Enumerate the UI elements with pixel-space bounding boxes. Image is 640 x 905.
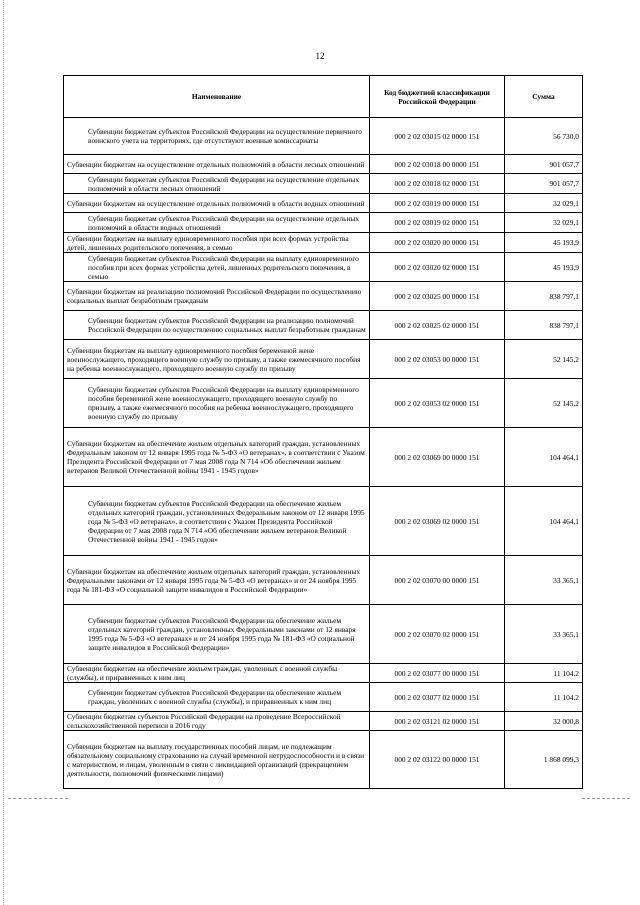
table-row [64, 379, 583, 428]
row-code-cell: 000 2 02 03025 02 0000 151 [370, 311, 505, 340]
row-sum-cell: 104 464,1 [505, 428, 583, 487]
scan-line-artifact [8, 798, 68, 799]
row-sum-cell: 11 104,2 [505, 683, 583, 712]
row-sum-cell: 33 365,1 [505, 605, 583, 664]
row-code-cell: 000 2 02 03019 00 0000 151 [370, 194, 505, 213]
table-row [64, 194, 583, 213]
row-sum-cell: 45 193,9 [505, 233, 583, 253]
row-code-cell: 000 2 02 03053 00 0000 151 [370, 340, 505, 379]
row-name-cell: Субвенции бюджетам субъектов Российской Федерации на осуществление первичного воинского учета на территориях, где отсутствуют военные комиссариаты [64, 118, 370, 155]
row-name-cell: Субвенции бюджетам субъектов Российской Федерации на реализацию полномочий Российской Федерации по осуществлению социальных выплат безработным гражданам [64, 311, 370, 340]
row-name-cell: Субвенции бюджетам на осуществление отдельных полномочий в области водных отношений [64, 194, 370, 213]
table-row [64, 311, 583, 340]
row-sum-cell: 32 029,1 [505, 213, 583, 233]
row-code-cell: 000 2 02 03122 00 0000 151 [370, 731, 505, 789]
row-sum-cell: 901 057,7 [505, 155, 583, 174]
row-sum-cell: 104 464,1 [505, 487, 583, 556]
row-sum-cell: 11 104,2 [505, 664, 583, 683]
table-row [64, 664, 583, 683]
page-number: 12 [315, 51, 325, 61]
row-sum-cell: 52 145,2 [505, 379, 583, 428]
budget-table [63, 75, 583, 789]
row-name-cell: Субвенции бюджетам на обеспечение жильем граждан, уволенных с военной службы (службы), и приравненных к ним лиц [64, 664, 370, 683]
row-name-cell: Субвенции бюджетам субъектов Российской Федерации на обеспечение жильем отдельных категорий граждан, установленных Федеральным законом от 12 января 1995 года № 5-ФЗ «О ветеранах», в соответствии с Указом Президента Российской Федерации от 7 мая 2008 года N 714 «Об обеспечении жильем ветеранов Великой Отечественной войны 1941 - 1945 годов» [64, 487, 370, 556]
row-name-cell: Субвенции бюджетам на реализацию полномочий Российской Федерации по осуществлению социальных выплат безработным гражданам [64, 282, 370, 311]
row-code-cell: 000 2 02 03077 02 0000 151 [370, 683, 505, 712]
table-row [64, 340, 583, 379]
scan-line-artifact [582, 798, 630, 799]
row-name-cell: Субвенции бюджетам на обеспечение жильем отдельных категорий граждан, установленных Федеральным законом от 12 января 1995 года № 5-ФЗ «О ветеранах», в соответствии с Указом Президента Российской Федерации от 7 мая 2008 года N 714 «Об обеспечении жильем ветеранов Великой Отечественной войны 1941 - 1945 годов» [64, 428, 370, 487]
row-name-cell: Субвенции бюджетам на выплату единовременного пособия беременной жене военнослужащего, проходящего военную службу по призыву, а также ежемесячного пособия на ребенка военнослужащего, проходящего военную службу по призыву [64, 340, 370, 379]
row-sum-cell: 45 193,9 [505, 253, 583, 282]
row-sum-cell: 901 057,7 [505, 174, 583, 194]
table-row [64, 731, 583, 789]
table-row [64, 282, 583, 311]
row-name-cell: Субвенции бюджетам субъектов Российской Федерации на обеспечение жильем граждан, уволенных с военной службы (службы), и приравненных к ним лиц [64, 683, 370, 712]
row-code-cell: 000 2 02 03019 02 0000 151 [370, 213, 505, 233]
table-row [64, 253, 583, 282]
row-name-cell: Субвенции бюджетам субъектов Российской Федерации на проведение Всероссийской сельскохозяйственной переписи в 2016 году [64, 712, 370, 731]
row-sum-cell: 33 365,1 [505, 556, 583, 605]
row-code-cell: 000 2 02 03025 00 0000 151 [370, 282, 505, 311]
row-sum-cell: 52 145,2 [505, 340, 583, 379]
table-row [64, 683, 583, 712]
row-code-cell: 000 2 02 03070 00 0000 151 [370, 556, 505, 605]
row-name-cell: Субвенции бюджетам субъектов Российской Федерации на осуществление отдельных полномочий в области водных отношений [64, 213, 370, 233]
header-name: Наименование [64, 76, 370, 118]
header-code: Код бюджетной классификации Российской Федерации [370, 76, 505, 118]
row-name-cell: Субвенции бюджетам на обеспечение жильем отдельных категорий граждан, установленных Федеральными законами от 12 января 1995 года № 5-ФЗ «О ветеранах» и от 24 ноября 1995 года № 181-ФЗ «О социальной защите инвалидов в Российской Федерации» [64, 556, 370, 605]
row-code-cell: 000 2 02 03069 02 0000 151 [370, 487, 505, 556]
row-code-cell: 000 2 02 03018 00 0000 151 [370, 155, 505, 174]
table-row [64, 428, 583, 487]
table-row [64, 155, 583, 174]
table-row [64, 487, 583, 556]
row-code-cell: 000 2 02 03069 00 0000 151 [370, 428, 505, 487]
table-row [64, 233, 583, 253]
table-row [64, 118, 583, 155]
row-name-cell: Субвенции бюджетам субъектов Российской Федерации на осуществление отдельных полномочий в области лесных отношений [64, 174, 370, 194]
row-sum-cell: 56 730,0 [505, 118, 583, 155]
row-name-cell: Субвенции бюджетам субъектов Российской Федерации на выплату единовременного пособия беременной жене военнослужащего, проходящего военную службу по призыву, а также ежемесячного пособия на ребенка военнослужащего, проходящего военную службу по призыву [64, 379, 370, 428]
row-code-cell: 000 2 02 03077 00 0000 151 [370, 664, 505, 683]
row-sum-cell: 32 000,8 [505, 712, 583, 731]
row-name-cell: Субвенции бюджетам на осуществление отдельных полномочий в области лесных отношений [64, 155, 370, 174]
row-code-cell: 000 2 02 03020 00 0000 151 [370, 233, 505, 253]
scan-edge-artifact [3, 0, 4, 905]
row-sum-cell: 838 797,1 [505, 282, 583, 311]
table-row [64, 213, 583, 233]
table-row [64, 605, 583, 664]
table-body [64, 118, 583, 789]
row-code-cell: 000 2 02 03015 02 0000 151 [370, 118, 505, 155]
row-sum-cell: 32 029,1 [505, 194, 583, 213]
row-code-cell: 000 2 02 03121 02 0000 151 [370, 712, 505, 731]
row-name-cell: Субвенции бюджетам на выплату единовременного пособия при всех формах устройства детей, лишенных родительского попечения, в семью [64, 233, 370, 253]
row-code-cell: 000 2 02 03053 02 0000 151 [370, 379, 505, 428]
row-name-cell: Субвенции бюджетам на выплату государственных пособий лицам, не подлежащим обязательному социальному страхованию на случай временной нетрудоспособности и в связи с материнством, и лицам, уволенным в связи с ликвидацией организаций (прекращением деятельности, полномочий физическими лицами) [64, 731, 370, 789]
table-row [64, 174, 583, 194]
row-code-cell: 000 2 02 03018 02 0000 151 [370, 174, 505, 194]
table-header-row [64, 76, 583, 118]
row-code-cell: 000 2 02 03070 02 0000 151 [370, 605, 505, 664]
row-name-cell: Субвенции бюджетам субъектов Российской Федерации на выплату единовременного пособия при всех формах устройства детей, лишенных родительского попечения, в семью [64, 253, 370, 282]
table-row [64, 556, 583, 605]
table-row [64, 712, 583, 731]
header-sum: Сумма [505, 76, 583, 118]
row-name-cell: Субвенции бюджетам субъектов Российской Федерации на обеспечение жильем отдельных категорий граждан, установленных Федеральными законами от 12 января 1995 года № 5-ФЗ «О ветеранах» и от 24 ноября 1995 года № 181-ФЗ «О социальной защите инвалидов в Российской Федерации» [64, 605, 370, 664]
row-sum-cell: 838 797,1 [505, 311, 583, 340]
row-sum-cell: 1 868 099,3 [505, 731, 583, 789]
row-code-cell: 000 2 02 03020 02 0000 151 [370, 253, 505, 282]
